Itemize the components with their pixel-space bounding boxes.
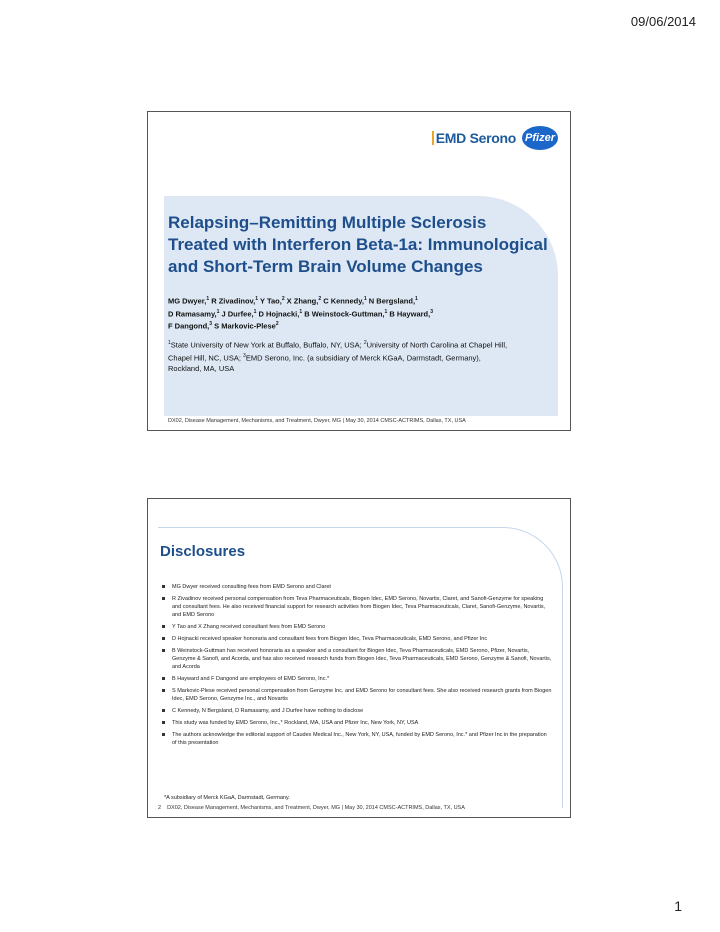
logos <box>432 126 558 150</box>
affiliation-marker: 3 <box>209 321 213 327</box>
disclosure-item: Y Tao and X Zhang received consultant fees from EMD Serono <box>160 623 552 631</box>
affiliation-marker: 1 <box>216 308 220 315</box>
disclosure-item: B Weinstock-Guttman has received honoraria as a speaker and a consultant for Biogen Idec, Teva Pharmaceuticals, EMD Serono, Pfizer, Novartis, Genzyme & Sanofi, and Acorda, and has also received research funds from Biogen Idec, Teva Pharmaceuticals, EMD Serono, Genzyme & Sanofi, Novartis, and Acorda <box>160 647 552 671</box>
author-name: MG Dwyer, <box>168 296 207 306</box>
affiliation-marker: 1 <box>384 308 388 315</box>
affiliation-marker: 1 <box>168 340 171 346</box>
disclosures-title: Disclosures <box>160 543 246 560</box>
affiliation-text: State University of New York at Buffalo, Buffalo, NY, USA; <box>170 340 364 350</box>
affiliation-marker: 1 <box>206 296 210 302</box>
affiliation-marker: 1 <box>255 296 259 302</box>
affiliation-text: EMD Serono, Inc. (a subsidiary of Merck KGaA, Darmstadt, Germany), Rockland, MA, USA <box>168 353 481 373</box>
author-name: D Hojnacki, <box>256 309 300 318</box>
author-name: D Ramasamy, <box>168 309 217 318</box>
disclosure-item: D Hojnacki received speaker honoraria and consultant fees from Biogen Idec, Teva Pharmaceuticals, EMD Serono, and Pfizer Inc <box>160 635 552 643</box>
pfizer-logo: Pfizer <box>522 126 558 150</box>
page-date: 09/06/2014 <box>630 14 696 29</box>
disclosure-item: The authors acknowledge the editorial support of Caudex Medical Inc., New York, NY, USA, funded by EMD Serono, Inc.* and Pfizer Inc in the preparation of this presentation <box>160 731 552 747</box>
author-name: J Durfee, <box>219 309 254 318</box>
author-name: B Weinstock-Guttman, <box>302 309 385 318</box>
affiliation-marker: 2 <box>318 296 322 302</box>
affiliation-marker: 2 <box>281 296 285 302</box>
footnote: *A subsidiary of Merck KGaA, Darmstadt, Germany. <box>164 795 290 801</box>
disclosure-item: B Hayward and F Dangond are employees of EMD Serono, Inc.* <box>160 675 552 683</box>
author-name: B Hayward, <box>387 309 431 318</box>
author-name: S Markovic-Plese <box>212 321 276 331</box>
slide-number: 2 <box>158 805 162 811</box>
author-name: X Zhang, <box>284 296 319 306</box>
author-list <box>168 294 548 332</box>
disclosure-item: S Markovic-Plese received personal compensation from Genzyme Inc. and EMD Serono for consultant fees. She also received research grants from Biogen Idec, EMD Serono, Genzyme Inc., and Novartis <box>160 687 552 703</box>
disclosure-item: MG Dwyer received consulting fees from EMD Serono and Claret <box>160 583 552 591</box>
author-name: Y Tao, <box>258 296 282 306</box>
affiliation-marker: 2 <box>275 321 279 327</box>
slide-footer: DX02, Disease Management, Mechanisms, and Treatment, Dwyer, MG | May 30, 2014 CMSC-ACTRIMS, Dallas, TX, USA <box>168 418 466 424</box>
disclosure-item: This study was funded by EMD Serono, Inc.,* Rockland, MA, USA and Pfizer Inc, New York, NY, USA <box>160 719 552 727</box>
author-name: N Bergsland, <box>366 296 416 306</box>
slide-title <box>147 111 571 431</box>
affiliation-marker: 1 <box>415 296 418 302</box>
affiliation-marker: 2 <box>363 340 367 346</box>
affiliation-marker: 1 <box>363 296 367 302</box>
author-name: C Kennedy, <box>321 296 364 306</box>
affiliation-marker: 3 <box>430 308 433 315</box>
disclosure-item: R Zivadinov received personal compensation from Teva Pharmaceuticals, Biogen Idec, EMD Serono, Novartis, Claret, and Sanofi-Genzyme for speaking and consultant fees. He also received financial support for research activities from Biogen Idec, Teva Pharmaceuticals, Claret, Sanofi-Genzyme, Novartis, and EMD Serono <box>160 595 552 619</box>
affiliation-marker: 1 <box>299 308 303 315</box>
author-name: R Zivadinov, <box>209 296 256 306</box>
affiliations <box>168 338 508 374</box>
affiliation-marker: 3 <box>243 352 246 359</box>
disclosure-item: C Kennedy, N Bergsland, D Ramasamy, and J Durfee have nothing to disclose <box>160 707 552 715</box>
slide-footer: 2 DX02, Disease Management, Mechanisms, and Treatment, Dwyer, MG | May 30, 2014 CMSC-ACTRIMS, Dallas, TX, USA <box>158 805 465 811</box>
author-name: F Dangond, <box>168 321 210 331</box>
affiliation-text: University of North Carolina at Chapel Hill, Chapel Hill, NC, USA; <box>168 340 508 362</box>
page-number: 1 <box>674 898 682 914</box>
presentation-title: Relapsing–Remitting Multiple Sclerosis Treated with Interferon Beta-1a: Immunological and Short-Term Brain Volume Changes <box>168 213 548 276</box>
affiliation-marker: 1 <box>253 308 257 315</box>
emd-serono-logo: EMD Serono <box>432 130 516 146</box>
slide-disclosures <box>147 498 571 818</box>
disclosure-list <box>160 583 552 751</box>
